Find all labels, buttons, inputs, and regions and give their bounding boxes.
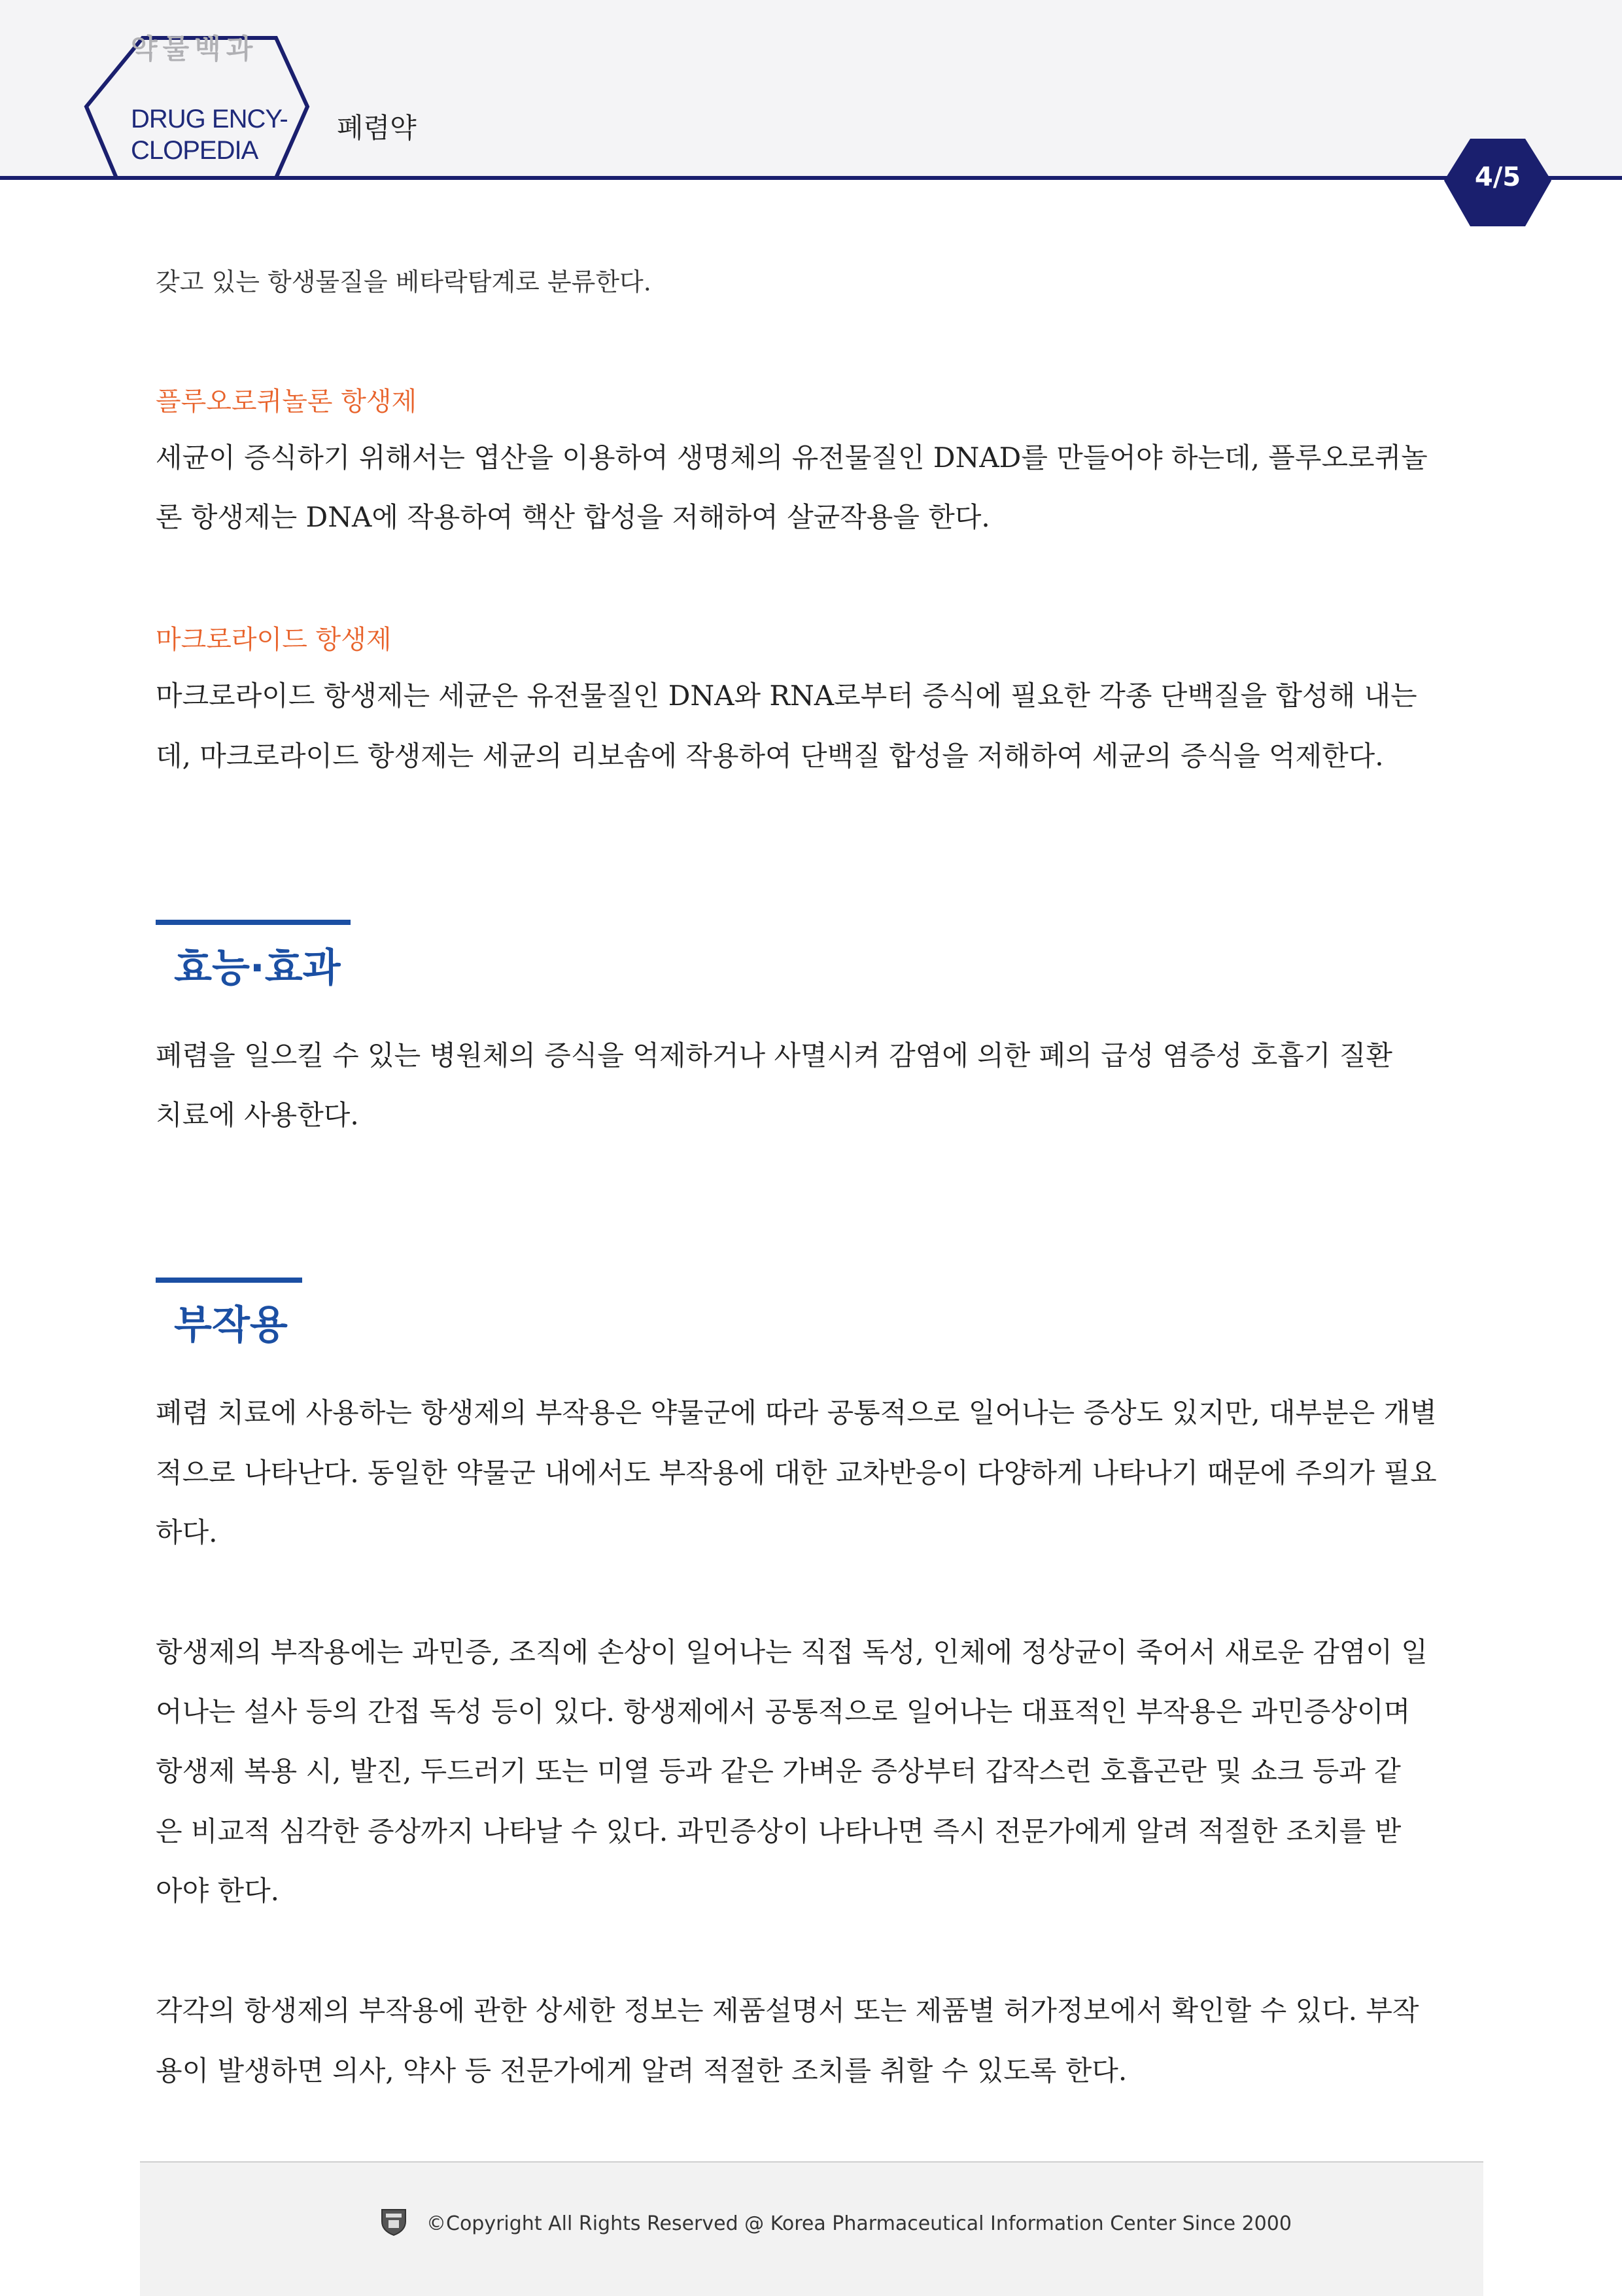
paragraph-line: 용이 발생하면 의사, 약사 등 전문가에게 알려 적절한 조치를 취할 수 있도록 한다. bbox=[156, 2055, 1128, 2087]
side-effects-section-bar bbox=[156, 1278, 302, 1283]
paragraph-line: 항생제 복용 시, 발진, 두드러기 또는 미열 등과 같은 가벼운 증상부터 갑작스런 호흡곤란 및 쇼크 등과 같 bbox=[156, 1755, 1401, 1787]
paragraph-line: 론 항생제는 DNA에 작용하여 핵산 합성을 저해하여 살균작용을 한다. bbox=[156, 501, 990, 533]
logo-english bbox=[131, 103, 314, 166]
document-title: 폐렴약 bbox=[337, 112, 417, 144]
logo-english-line2: CLOPEDIA bbox=[131, 136, 258, 165]
paragraph-line: 적으로 나타난다. 동일한 약물군 내에서도 부작용에 대한 교차반응이 다양하게 나타나기 때문에 주의가 필요 bbox=[156, 1457, 1437, 1489]
macrolide-heading: 마크로라이드 항생제 bbox=[156, 625, 392, 655]
paragraph-line: 어나는 설사 등의 간접 독성 등이 있다. 항생제에서 공통적으로 일어나는 대표적인 부작용은 과민증상이며 bbox=[156, 1696, 1411, 1728]
copyright-text: ©Copyright All Rights Reserved @ Korea Pharmaceutical Information Center Since 2000 bbox=[426, 2212, 1292, 2235]
efficacy-section-bar bbox=[156, 920, 351, 925]
paragraph-line: 마크로라이드 항생제는 세균은 유전물질인 DNA와 RNA로부터 증식에 필요한 각종 단백질을 합성해 내는 bbox=[156, 680, 1417, 712]
logo-english-line1: DRUG ENCY- bbox=[131, 105, 288, 133]
paragraph-line: 아야 한다. bbox=[156, 1875, 279, 1907]
paragraph-line: 폐렴을 일으킬 수 있는 병원체의 증식을 억제하거나 사멸시켜 감염에 의한 폐의 급성 염증성 호흡기 질환 bbox=[156, 1039, 1392, 1071]
efficacy-section-title: 효능·효과 bbox=[174, 945, 341, 991]
logo-korean: 약물백과 bbox=[131, 33, 258, 65]
footer bbox=[140, 2161, 1483, 2296]
paragraph-line: 데, 마크로라이드 항생제는 세균의 리보솜에 작용하여 단백질 합성을 저해하여 세균의 증식을 억제한다. bbox=[156, 740, 1384, 772]
paragraph-line: 치료에 사용한다. bbox=[156, 1099, 359, 1131]
paragraph-line: 하다. bbox=[156, 1516, 218, 1548]
paragraph-line: 은 비교적 심각한 증상까지 나타날 수 있다. 과민증상이 나타나면 즉시 전문가에게 알려 적절한 조치를 받 bbox=[156, 1815, 1402, 1847]
paragraph-line: 항생제의 부작용에는 과민증, 조직에 손상이 일어나는 직접 독성, 인체에 정상균이 죽어서 새로운 감염이 일 bbox=[156, 1636, 1428, 1668]
fluoroquinolone-heading: 플루오로퀴놀론 항생제 bbox=[156, 387, 417, 417]
paragraph-line: 세균이 증식하기 위해서는 엽산을 이용하여 생명체의 유전물질인 DNAD를 만들어야 하는데, 플루오로퀴놀 bbox=[156, 442, 1428, 474]
shield-emblem-icon bbox=[381, 2207, 407, 2236]
paragraph-line: 각각의 항생제의 부작용에 관한 상세한 정보는 제품설명서 또는 제품별 허가정보에서 확인할 수 있다. 부작 bbox=[156, 1994, 1419, 2026]
intro-text: 갖고 있는 항생물질을 베타락탐계로 분류한다. bbox=[156, 268, 651, 296]
page-number: 4/5 bbox=[1474, 162, 1521, 192]
side-effects-section-title: 부작용 bbox=[174, 1302, 288, 1348]
paragraph-line: 폐렴 치료에 사용하는 항생제의 부작용은 약물군에 따라 공통적으로 일어나는 증상도 있지만, 대부분은 개별 bbox=[156, 1397, 1437, 1429]
